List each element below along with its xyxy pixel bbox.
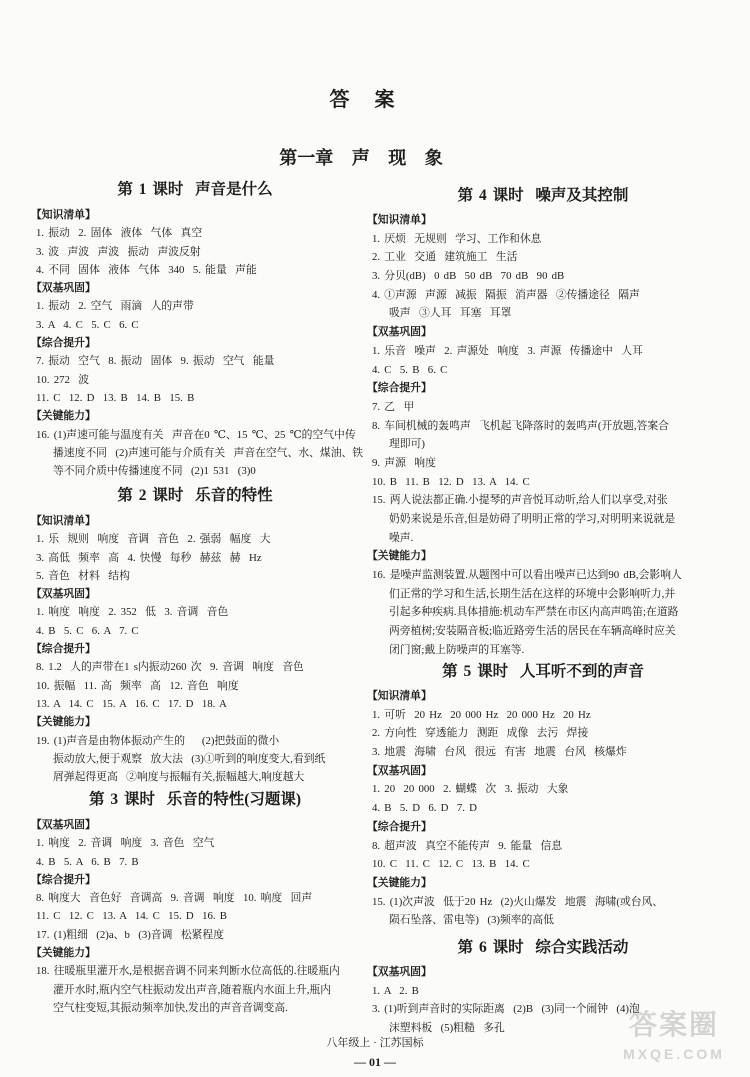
answer-line: 4. B 5. C 6. A 7. C: [36, 624, 139, 637]
answer-line-continued: 播速度不同 (2)声速可能与介质有关 声音在空气、水、煤油、铁: [53, 446, 364, 459]
answer-group: [364, 211, 722, 323]
answer-group: [28, 713, 362, 786]
answer-item: [28, 352, 362, 370]
answer-line-continued: 沫塑料板 (5)粗糙 多孔: [389, 1022, 505, 1035]
answer-line: 2. 方向性 穿透能力 测距 成像 去污 焊接: [372, 727, 589, 740]
answer-item: [364, 780, 722, 799]
group-label: 【双基巩固】: [367, 966, 432, 978]
answer-item: [364, 799, 722, 818]
answer-group: [364, 323, 722, 379]
answer-line-continued: 空气柱变短,其振动频率加快,发出的声音音调变高.: [53, 1001, 288, 1014]
group-label: 【关键能力】: [367, 876, 432, 889]
group-label: 【综合提升】: [31, 337, 96, 350]
answer-line: 3. 分贝(dB) 0 dB 50 dB 70 dB 90 dB: [372, 270, 565, 283]
group-label: 【关键能力】: [31, 947, 96, 960]
answer-line: 1. 振动 2. 空气 雨滴 人的声带: [36, 300, 194, 313]
answer-item: [28, 732, 362, 787]
answer-item: [364, 855, 722, 874]
answer-line: 13. A 14. C 15. A 16. C 17. D 18. A: [36, 697, 227, 710]
answer-line: 3. (1)听到声音时的实际距离 (2)B (3)同一个闹钟 (4)泡: [372, 1003, 640, 1016]
answer-group: [364, 687, 722, 762]
answer-item: [364, 342, 722, 361]
answer-line: 1. 响度 响度 2. 352 低 3. 音调 音色: [36, 606, 229, 619]
group-label: 【综合提升】: [31, 873, 96, 886]
lesson-3-section: [28, 788, 362, 1017]
answer-item: [28, 603, 362, 621]
answer-item: [364, 743, 722, 762]
answer-item: [364, 361, 722, 380]
answer-group: [28, 206, 362, 279]
answer-line: 18. 往暖瓶里灌开水,是根据音调不同来判断水位高低的.往暖瓶内: [36, 965, 340, 978]
answer-line-continued: 灌开水时,瓶内空气柱振动发出声音,随着瓶内水面上升,瓶内: [53, 983, 332, 996]
answer-item: [364, 566, 722, 659]
answer-line-continued: 奶奶来说是乐音,但是妨碍了明明正常的学习,对明明来说就是: [389, 513, 676, 525]
answer-line-continued: 引起多种疾病.具体措施:机动车严禁在市区内高声鸣笛;在道路: [389, 606, 679, 619]
answer-line: 7. 乙 甲: [372, 400, 415, 413]
answer-group: [364, 547, 722, 659]
answer-item: [364, 837, 722, 856]
answer-item: [364, 893, 722, 930]
answer-group: [28, 640, 362, 713]
lesson-6-section: [364, 936, 722, 1038]
answer-item: [28, 962, 362, 1017]
answer-item: [28, 549, 362, 567]
answer-line-continued: 陨石坠落、雷电等) (3)频率的高低: [389, 914, 554, 927]
group-label: 【知识清单】: [31, 209, 96, 221]
answer-item: [364, 724, 722, 743]
group-label: 【双基巩固】: [31, 588, 96, 601]
footer-grade-label: 八年级上 · 江苏国标: [326, 1037, 424, 1049]
answer-line: 11. C 12. C 13. A 14. C 15. D 16. B: [36, 910, 227, 923]
answer-line: 8. 车间机械的轰鸣声 飞机起飞降落时的轰鸣声(开放题,答案合: [372, 419, 669, 432]
page-number: — 01 —: [354, 1055, 396, 1069]
lesson-heading: 第 5 课时 人耳听不到的声音: [442, 663, 644, 680]
lesson-heading: 第 1 课时 声音是什么: [117, 181, 273, 198]
answer-line: 16. 是噪声监测装置.从题图中可以看出噪声已达到90 dB,会影响人: [372, 569, 682, 582]
answer-line: 1. 响度 2. 音调 响度 3. 音色 空气: [36, 837, 215, 850]
lesson-heading: 第 6 课时 综合实践活动: [457, 939, 629, 956]
answer-line: 4. B 5. D 6. D 7. D: [372, 802, 477, 815]
group-label: 【知识清单】: [31, 515, 96, 527]
answer-line-continued: 两旁植树;安装隔音板;临近路旁生活的居民在车辆高峰时应关: [389, 625, 676, 638]
page-title: 答 案: [329, 89, 395, 111]
lesson-heading: 第 2 课时 乐音的特性: [117, 487, 273, 504]
answer-item: [28, 907, 362, 925]
answer-item: [364, 417, 722, 454]
answer-item: [364, 1000, 722, 1037]
group-label: 【知识清单】: [367, 214, 432, 226]
answer-line: 1. 可听 20 Hz 20 000 Hz 20 000 Hz 20 Hz: [372, 708, 591, 721]
group-label: 【综合提升】: [367, 382, 432, 395]
answer-line: 3. 地震 海啸 台风 很远 有害 地震 台风 核爆炸: [372, 746, 627, 759]
lesson-2-section: [28, 484, 362, 786]
answer-line: 8. 响度大 音色好 音调高 9. 音调 响度 10. 响度 回声: [36, 892, 313, 905]
answer-line: 8. 1.2 人的声带在1 s内振动260 次 9. 音调 响度 音色: [36, 661, 304, 674]
answer-item: [364, 454, 722, 473]
group-label: 【双基巩固】: [367, 326, 432, 339]
group-label: 【知识清单】: [367, 690, 432, 702]
answer-group: [28, 871, 362, 944]
group-label: 【双基巩固】: [31, 819, 96, 831]
answer-line: 15. 两人说法都正确.小提琴的声音悦耳动听,给人们以享受,对张: [372, 494, 668, 507]
answer-group: [28, 944, 362, 1017]
answer-line: 10. C 11. C 12. C 13. B 14. C: [372, 858, 530, 871]
answer-line: 10. 振幅 11. 高 频率 高 12. 音色 响度: [36, 679, 239, 692]
group-label: 【双基巩固】: [367, 764, 432, 777]
group-label: 【关键能力】: [31, 410, 96, 423]
watermark-site-text: MXQE.COM: [623, 1046, 725, 1062]
answer-line-continued: 吸声 ③人耳 耳塞 耳罩: [389, 307, 512, 320]
group-label: 【关键能力】: [31, 716, 96, 729]
answer-line: 4. ①声源 声源 减振 隔振 消声器 ②传播途径 隔声: [372, 288, 640, 301]
answer-item: [28, 297, 362, 315]
answer-item: [364, 473, 722, 492]
answer-group: [364, 762, 722, 818]
answer-item: [28, 426, 362, 481]
answer-item: [364, 248, 722, 267]
answer-line: 2. 工业 交通 建筑施工 生活: [372, 251, 518, 264]
answer-line: 4. B 5. A 6. B 7. B: [36, 855, 139, 868]
answer-line: 4. 不同 固体 液体 气体 340 5. 能量 声能: [36, 263, 257, 276]
answer-line-continued: 振动放大,便于观察 放大法 (3)①听到的响度变大,看到纸: [53, 752, 326, 765]
answer-line: 1. 乐 规则 响度 音调 音色 2. 强弱 幅度 大: [36, 533, 271, 546]
group-label: 【综合提升】: [31, 643, 96, 656]
answer-item: [364, 706, 722, 725]
answer-group: [28, 512, 362, 585]
answer-group: [364, 818, 722, 874]
answer-group: [364, 874, 722, 930]
answer-item: [28, 677, 362, 695]
answer-item: [28, 389, 362, 407]
answer-item: [364, 982, 722, 1001]
answer-item: [28, 371, 362, 389]
answer-line: 3. 高低 频率 高 4. 快慢 每秒 赫兹 赫 Hz: [36, 551, 262, 564]
answer-group: [364, 379, 722, 547]
answer-item: [364, 491, 722, 547]
answer-line: 4. C 5. B 6. C: [372, 363, 448, 376]
answer-group: [28, 816, 362, 871]
group-label: 【双基巩固】: [31, 282, 96, 295]
group-label: 【关键能力】: [367, 550, 432, 563]
answer-line: 3. 波 声波 声波 振动 声波反射: [36, 245, 201, 258]
answer-line: 17. (1)粗细 (2)a、b (3)音调 松紧程度: [36, 928, 225, 941]
chapter-title: 第一章 声 现 象: [279, 148, 443, 168]
answer-line: 7. 振动 空气 8. 振动 固体 9. 振动 空气 能量: [36, 355, 275, 368]
answer-line: 1. 振动 2. 固体 液体 气体 真空: [36, 227, 203, 240]
answer-item: [28, 658, 362, 676]
answer-line-continued: 理即可): [389, 438, 425, 451]
answer-group: [28, 334, 362, 407]
answer-line: 16. (1)声速可能与温度有关 声音在0 ℃、15 ℃、25 ℃的空气中传: [36, 428, 356, 441]
answer-group: [28, 279, 362, 334]
watermark-logo-text: 答案圈: [628, 1010, 719, 1041]
answer-line-continued: 闭门窗;戴上防噪声的耳塞等.: [389, 643, 525, 656]
answer-item: [28, 622, 362, 640]
answer-item: [28, 695, 362, 713]
answer-line: 3. A 4. C 5. C 6. C: [36, 318, 139, 331]
answer-line-continued: 们正常的学习和生活,长期生活在这样的环境中会影响听力,并: [389, 587, 676, 600]
answer-line: 11. C 12. D 13. B 14. B 15. B: [36, 391, 195, 404]
group-label: 【综合提升】: [367, 820, 432, 833]
answer-item: [364, 398, 722, 417]
lesson-1-section: [28, 178, 362, 480]
answer-line: 1. A 2. B: [372, 984, 419, 997]
answer-group: [28, 407, 362, 480]
answer-line: 10. B 11. B 12. D 13. A 14. C: [372, 475, 530, 488]
answer-line: 8. 超声波 真空不能传声 9. 能量 信息: [372, 839, 563, 852]
lesson-heading: 第 3 课时 乐音的特性(习题课): [88, 791, 302, 808]
answer-item: [28, 530, 362, 548]
answer-item: [28, 243, 362, 261]
answer-line: 19. (1)声音是由物体振动产生的 (2)把鼓面的微小: [36, 734, 280, 747]
answer-item: [28, 316, 362, 334]
answer-item: [28, 567, 362, 585]
answer-line: 1. 厌烦 无规则 学习、工作和休息: [372, 232, 542, 245]
answer-item: [364, 267, 722, 286]
lesson-heading: 第 4 课时 噪声及其控制: [457, 187, 629, 204]
answer-item: [28, 224, 362, 242]
answer-item: [364, 286, 722, 323]
answer-line: 1. 20 20 000 2. 蝴蝶 次 3. 振动 大象: [372, 783, 569, 796]
answer-line-continued: 屑弹起得更高 ②响度与振幅有关,振幅越大,响度越大: [53, 771, 305, 784]
answer-item: [28, 889, 362, 907]
answer-item: [28, 853, 362, 871]
answer-item: [28, 261, 362, 279]
answer-line-continued: 等不同介质中传播速度不同 (2)1 531 (3)0: [53, 465, 256, 478]
answer-line: 5. 音色 材料 结构: [36, 569, 130, 582]
answer-item: [28, 926, 362, 944]
answer-line: 9. 声源 响度: [372, 456, 436, 469]
answer-line: 10. 272 波: [36, 373, 90, 386]
lesson-4-section: [364, 184, 722, 660]
answer-line-continued: 噪声.: [389, 531, 414, 544]
answer-item: [28, 834, 362, 852]
answer-item: [364, 230, 722, 249]
answer-group: [364, 963, 722, 1038]
answer-line: 1. 乐音 噪声 2. 声源处 响度 3. 声源 传播途中 人耳: [372, 344, 643, 357]
lesson-5-section: [364, 660, 722, 930]
answer-group: [28, 585, 362, 640]
answer-line: 15. (1)次声波 低于20 Hz (2)火山爆发 地震 海啸(或台风、: [372, 895, 664, 908]
